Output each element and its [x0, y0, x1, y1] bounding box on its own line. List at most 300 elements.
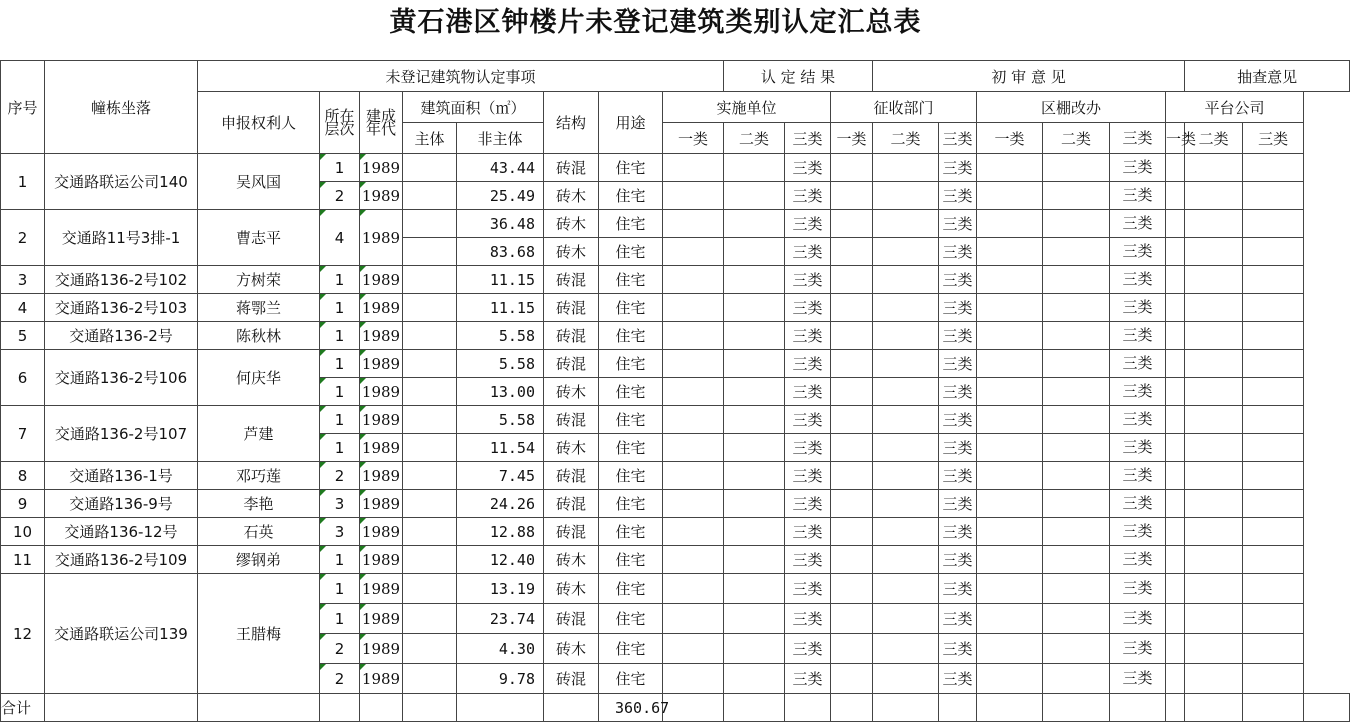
- row-main-area: [403, 664, 457, 694]
- row-seq: 12: [1, 574, 45, 694]
- reno-cat1: [977, 238, 1043, 266]
- row-year: 1989: [360, 210, 403, 266]
- impl-cat3: 三类: [785, 574, 831, 604]
- row-usage: 住宅: [599, 634, 663, 664]
- impl-cat1: [663, 574, 724, 604]
- impl-cat2: [724, 518, 785, 546]
- header-location: 幢栋坐落: [45, 61, 198, 154]
- collect-cat1: [831, 490, 873, 518]
- reno-cat3: 三类: [1110, 664, 1166, 694]
- reno-cat2: [1043, 574, 1110, 604]
- impl-cat1: [663, 490, 724, 518]
- platform-cat2: [1185, 490, 1243, 518]
- table-row: [1, 462, 1350, 490]
- row-usage: 住宅: [599, 266, 663, 294]
- impl-cat1: [663, 322, 724, 350]
- total-empty-cell: [544, 694, 599, 722]
- collect-cat2: [873, 210, 939, 238]
- collect-cat3: 三类: [939, 664, 977, 694]
- collect-cat3: 三类: [939, 350, 977, 378]
- header-collect-cat2: 二类: [873, 123, 939, 154]
- row-non-main-area: 11.15: [457, 294, 544, 322]
- header-impl-cat1: 一类: [663, 123, 724, 154]
- row-non-main-area: 13.19: [457, 574, 544, 604]
- platform-cat3: [1243, 664, 1304, 694]
- row-usage: 住宅: [599, 406, 663, 434]
- impl-cat2: [724, 350, 785, 378]
- reno-cat3: 三类: [1110, 266, 1166, 294]
- row-non-main-area: 24.26: [457, 490, 544, 518]
- collect-cat1: [831, 378, 873, 406]
- collect-cat2: [873, 294, 939, 322]
- header-initial-group: 初 审 意 见: [873, 61, 1185, 92]
- row-structure: 砖混: [544, 266, 599, 294]
- impl-cat2: [724, 210, 785, 238]
- total-empty-cell: [360, 694, 403, 722]
- platform-cat3: [1243, 546, 1304, 574]
- platform-cat2: [1185, 634, 1243, 664]
- row-non-main-area: 5.58: [457, 322, 544, 350]
- collect-cat2: [873, 490, 939, 518]
- row-usage: 住宅: [599, 350, 663, 378]
- impl-cat3: 三类: [785, 350, 831, 378]
- collect-cat1: [831, 266, 873, 294]
- reno-cat2: [1043, 664, 1110, 694]
- row-seq: 1: [1, 154, 45, 210]
- header-reno-office: 区棚改办: [977, 92, 1166, 123]
- page-title: 黄石港区钟楼片未登记建筑类别认定汇总表: [389, 7, 922, 38]
- impl-cat1: [663, 238, 724, 266]
- total-empty-cell: [45, 694, 198, 722]
- reno-cat1: [977, 350, 1043, 378]
- row-location: 交通路联运公司140: [45, 154, 198, 210]
- row-location: 交通路136-2号109: [45, 546, 198, 574]
- row-year: 1989: [360, 406, 403, 434]
- total-empty-cell: [198, 694, 320, 722]
- impl-cat2: [724, 266, 785, 294]
- row-seq: 11: [1, 546, 45, 574]
- row-year: 1989: [360, 294, 403, 322]
- collect-cat1: [831, 546, 873, 574]
- reno-cat2: [1043, 294, 1110, 322]
- row-usage: 住宅: [599, 664, 663, 694]
- row-main-area: [403, 434, 457, 462]
- table-row: [1, 490, 1350, 518]
- row-year: 1989: [360, 434, 403, 462]
- row-main-area: [403, 518, 457, 546]
- row-main-area: [403, 406, 457, 434]
- collect-cat3: 三类: [939, 294, 977, 322]
- collect-cat1: [831, 574, 873, 604]
- header-collect-cat1: 一类: [831, 123, 873, 154]
- row-floor: 1: [320, 266, 360, 294]
- total-empty-cell: [457, 694, 544, 722]
- platform-cat2: [1185, 518, 1243, 546]
- impl-cat1: [663, 406, 724, 434]
- table-row: [1, 350, 1350, 378]
- collect-cat3: 三类: [939, 322, 977, 350]
- reno-cat1: [977, 490, 1043, 518]
- table-row: [1, 518, 1350, 546]
- reno-cat3: 三类: [1110, 604, 1166, 634]
- row-structure: 砖混: [544, 350, 599, 378]
- reno-cat3: 三类: [1110, 322, 1166, 350]
- row-floor: 3: [320, 518, 360, 546]
- row-non-main-area: 36.48: [457, 210, 544, 238]
- platform-cat3: [1243, 574, 1304, 604]
- impl-cat2: [724, 634, 785, 664]
- platform-cat3: [1243, 210, 1304, 238]
- header-platform: 平台公司: [1166, 92, 1304, 123]
- reno-cat1: [977, 406, 1043, 434]
- row-non-main-area: 12.88: [457, 518, 544, 546]
- header-reno-cat1: 一类: [977, 123, 1043, 154]
- platform-cat2: [1185, 574, 1243, 604]
- header-platform-cat3: 三类: [1243, 123, 1304, 154]
- row-structure: 砖木: [544, 546, 599, 574]
- row-main-area: [403, 462, 457, 490]
- row-non-main-area: 11.15: [457, 266, 544, 294]
- header-collect-cat3: 三类: [939, 123, 977, 154]
- platform-cat1: [1166, 490, 1185, 518]
- row-location: 交通路136-2号103: [45, 294, 198, 322]
- row-applicant: 吴风国: [198, 154, 320, 210]
- platform-cat1: [1166, 322, 1185, 350]
- row-location: 交通路联运公司139: [45, 574, 198, 694]
- platform-cat1: [1166, 604, 1185, 634]
- row-main-area: [403, 634, 457, 664]
- row-applicant: 缪钢弟: [198, 546, 320, 574]
- row-usage: 住宅: [599, 294, 663, 322]
- collect-cat3: 三类: [939, 378, 977, 406]
- row-usage: 住宅: [599, 574, 663, 604]
- impl-cat1: [663, 294, 724, 322]
- reno-cat1: [977, 634, 1043, 664]
- collect-cat2: [873, 406, 939, 434]
- row-non-main-area: 5.58: [457, 406, 544, 434]
- row-usage: 住宅: [599, 154, 663, 182]
- impl-cat2: [724, 434, 785, 462]
- collect-cat1: [831, 406, 873, 434]
- reno-cat3: 三类: [1110, 490, 1166, 518]
- collect-cat2: [873, 154, 939, 182]
- reno-cat1: [977, 462, 1043, 490]
- reno-cat3: 三类: [1110, 350, 1166, 378]
- row-year: 1989: [360, 634, 403, 664]
- impl-cat1: [663, 546, 724, 574]
- impl-cat3: 三类: [785, 154, 831, 182]
- platform-cat3: [1243, 378, 1304, 406]
- reno-cat3: 三类: [1110, 378, 1166, 406]
- platform-cat3: [1243, 406, 1304, 434]
- reno-cat3: 三类: [1110, 546, 1166, 574]
- collect-cat2: [873, 434, 939, 462]
- reno-cat1: [977, 210, 1043, 238]
- platform-cat3: [1243, 238, 1304, 266]
- impl-cat2: [724, 462, 785, 490]
- reno-cat2: [1043, 546, 1110, 574]
- reno-cat1: [977, 546, 1043, 574]
- reno-cat2: [1043, 378, 1110, 406]
- impl-cat3: 三类: [785, 604, 831, 634]
- row-applicant: 何庆华: [198, 350, 320, 406]
- reno-cat3: 三类: [1110, 462, 1166, 490]
- impl-cat3: 三类: [785, 210, 831, 238]
- reno-cat2: [1043, 434, 1110, 462]
- platform-cat1: [1166, 378, 1185, 406]
- table-row: [1, 546, 1350, 574]
- header-usage: 用途: [599, 92, 663, 154]
- collect-cat2: [873, 604, 939, 634]
- total-empty-cell: [1043, 694, 1110, 722]
- row-usage: 住宅: [599, 182, 663, 210]
- row-year: 1989: [360, 322, 403, 350]
- row-floor: 2: [320, 462, 360, 490]
- collect-cat3: 三类: [939, 604, 977, 634]
- platform-cat1: [1166, 182, 1185, 210]
- impl-cat3: 三类: [785, 664, 831, 694]
- platform-cat3: [1243, 634, 1304, 664]
- row-usage: 住宅: [599, 462, 663, 490]
- header-year: 建成年代: [360, 92, 403, 154]
- impl-cat1: [663, 154, 724, 182]
- total-label: 合计: [1, 694, 45, 722]
- total-row: [1, 694, 1350, 722]
- impl-cat2: [724, 574, 785, 604]
- collect-cat3: 三类: [939, 546, 977, 574]
- platform-cat2: [1185, 434, 1243, 462]
- row-usage: 住宅: [599, 322, 663, 350]
- impl-cat1: [663, 462, 724, 490]
- collect-cat1: [831, 518, 873, 546]
- reno-cat2: [1043, 634, 1110, 664]
- collect-cat2: [873, 266, 939, 294]
- reno-cat2: [1043, 238, 1110, 266]
- header-non-main: 非主体: [457, 123, 544, 154]
- collect-cat1: [831, 210, 873, 238]
- row-structure: 砖木: [544, 634, 599, 664]
- row-structure: 砖木: [544, 182, 599, 210]
- header-platform-cat1: 一类: [1166, 123, 1185, 154]
- impl-cat3: 三类: [785, 238, 831, 266]
- table-row: [1, 406, 1350, 434]
- row-floor: 2: [320, 664, 360, 694]
- header-floor: 所在层次: [320, 92, 360, 154]
- row-main-area: [403, 238, 457, 266]
- impl-cat2: [724, 546, 785, 574]
- header-main: 主体: [403, 123, 457, 154]
- collect-cat3: 三类: [939, 266, 977, 294]
- reno-cat3: 三类: [1110, 518, 1166, 546]
- row-floor: 1: [320, 350, 360, 378]
- collect-cat2: [873, 574, 939, 604]
- collect-cat3: 三类: [939, 434, 977, 462]
- summary-table: [0, 60, 1350, 722]
- collect-cat1: [831, 462, 873, 490]
- collect-cat2: [873, 378, 939, 406]
- table-body: [1, 154, 1350, 722]
- row-floor: 1: [320, 604, 360, 634]
- row-main-area: [403, 182, 457, 210]
- total-empty-cell: [724, 694, 785, 722]
- row-location: 交通路11号3排-1: [45, 210, 198, 266]
- row-structure: 砖混: [544, 154, 599, 182]
- header-reno-cat3: 三类: [1110, 123, 1166, 154]
- header-impl-cat2: 二类: [724, 123, 785, 154]
- row-main-area: [403, 350, 457, 378]
- row-usage: 住宅: [599, 546, 663, 574]
- table-row: [1, 266, 1350, 294]
- impl-cat1: [663, 634, 724, 664]
- platform-cat1: [1166, 350, 1185, 378]
- impl-cat1: [663, 434, 724, 462]
- platform-cat2: [1185, 664, 1243, 694]
- row-usage: 住宅: [599, 490, 663, 518]
- row-seq: 7: [1, 406, 45, 462]
- platform-cat1: [1166, 406, 1185, 434]
- row-applicant: 方树荣: [198, 266, 320, 294]
- platform-cat1: [1166, 546, 1185, 574]
- collect-cat3: 三类: [939, 210, 977, 238]
- total-empty-cell: [1110, 694, 1166, 722]
- reno-cat2: [1043, 462, 1110, 490]
- row-year: 1989: [360, 604, 403, 634]
- row-applicant: 李艳: [198, 490, 320, 518]
- reno-cat2: [1043, 210, 1110, 238]
- row-usage: 住宅: [599, 238, 663, 266]
- row-seq: 5: [1, 322, 45, 350]
- row-floor: 4: [320, 210, 360, 266]
- row-structure: 砖混: [544, 294, 599, 322]
- row-year: 1989: [360, 154, 403, 182]
- row-usage: 住宅: [599, 518, 663, 546]
- row-seq: 6: [1, 350, 45, 406]
- row-structure: 砖混: [544, 322, 599, 350]
- reno-cat3: 三类: [1110, 634, 1166, 664]
- collect-cat2: [873, 634, 939, 664]
- reno-cat3: 三类: [1110, 238, 1166, 266]
- reno-cat3: 三类: [1110, 434, 1166, 462]
- row-location: 交通路136-12号: [45, 518, 198, 546]
- platform-cat3: [1243, 294, 1304, 322]
- row-seq: 4: [1, 294, 45, 322]
- row-location: 交通路136-2号107: [45, 406, 198, 462]
- impl-cat2: [724, 322, 785, 350]
- row-year: 1989: [360, 462, 403, 490]
- reno-cat2: [1043, 406, 1110, 434]
- platform-cat2: [1185, 546, 1243, 574]
- reno-cat1: [977, 322, 1043, 350]
- impl-cat2: [724, 182, 785, 210]
- collect-cat3: 三类: [939, 518, 977, 546]
- reno-cat1: [977, 294, 1043, 322]
- platform-cat2: [1185, 182, 1243, 210]
- row-usage: 住宅: [599, 210, 663, 238]
- row-main-area: [403, 546, 457, 574]
- row-structure: 砖混: [544, 518, 599, 546]
- reno-cat3: 三类: [1110, 294, 1166, 322]
- header-seq: 序号: [1, 61, 45, 154]
- impl-cat3: 三类: [785, 490, 831, 518]
- platform-cat2: [1185, 322, 1243, 350]
- row-seq: 9: [1, 490, 45, 518]
- row-usage: 住宅: [599, 378, 663, 406]
- reno-cat1: [977, 518, 1043, 546]
- table-row: [1, 154, 1350, 182]
- impl-cat2: [724, 238, 785, 266]
- platform-cat2: [1185, 350, 1243, 378]
- platform-cat2: [1185, 238, 1243, 266]
- platform-cat3: [1243, 322, 1304, 350]
- collect-cat2: [873, 546, 939, 574]
- reno-cat3: 三类: [1110, 182, 1166, 210]
- platform-cat1: [1166, 664, 1185, 694]
- impl-cat1: [663, 664, 724, 694]
- row-floor: 1: [320, 434, 360, 462]
- platform-cat1: [1166, 294, 1185, 322]
- collect-cat1: [831, 154, 873, 182]
- reno-cat1: [977, 434, 1043, 462]
- impl-cat3: 三类: [785, 266, 831, 294]
- platform-cat1: [1166, 238, 1185, 266]
- row-floor: 1: [320, 378, 360, 406]
- reno-cat1: [977, 182, 1043, 210]
- row-usage: 住宅: [599, 434, 663, 462]
- platform-cat3: [1243, 462, 1304, 490]
- platform-cat3: [1243, 518, 1304, 546]
- row-structure: 砖木: [544, 378, 599, 406]
- reno-cat1: [977, 378, 1043, 406]
- platform-cat2: [1185, 378, 1243, 406]
- table-row: [1, 210, 1350, 238]
- platform-cat2: [1185, 154, 1243, 182]
- collect-cat3: 三类: [939, 154, 977, 182]
- table-row: [1, 574, 1350, 604]
- row-year: 1989: [360, 490, 403, 518]
- table-row: [1, 294, 1350, 322]
- reno-cat2: [1043, 350, 1110, 378]
- reno-cat1: [977, 574, 1043, 604]
- row-structure: 砖混: [544, 664, 599, 694]
- collect-cat3: 三类: [939, 182, 977, 210]
- row-applicant: 芦建: [198, 406, 320, 462]
- row-main-area: [403, 322, 457, 350]
- collect-cat2: [873, 518, 939, 546]
- platform-cat3: [1243, 154, 1304, 182]
- row-main-area: [403, 294, 457, 322]
- reno-cat2: [1043, 518, 1110, 546]
- row-floor: 1: [320, 154, 360, 182]
- row-floor: 2: [320, 182, 360, 210]
- impl-cat1: [663, 210, 724, 238]
- row-non-main-area: 11.54: [457, 434, 544, 462]
- row-year: 1989: [360, 664, 403, 694]
- collect-cat1: [831, 294, 873, 322]
- impl-cat3: 三类: [785, 518, 831, 546]
- header-applicant: 申报权利人: [198, 92, 320, 154]
- row-structure: 砖混: [544, 462, 599, 490]
- row-structure: 砖木: [544, 574, 599, 604]
- platform-cat3: [1243, 490, 1304, 518]
- row-year: 1989: [360, 350, 403, 378]
- row-non-main-area: 7.45: [457, 462, 544, 490]
- reno-cat3: 三类: [1110, 154, 1166, 182]
- row-main-area: [403, 378, 457, 406]
- row-applicant: 曹志平: [198, 210, 320, 266]
- total-empty-cell: [873, 694, 939, 722]
- impl-cat3: 三类: [785, 294, 831, 322]
- collect-cat2: [873, 462, 939, 490]
